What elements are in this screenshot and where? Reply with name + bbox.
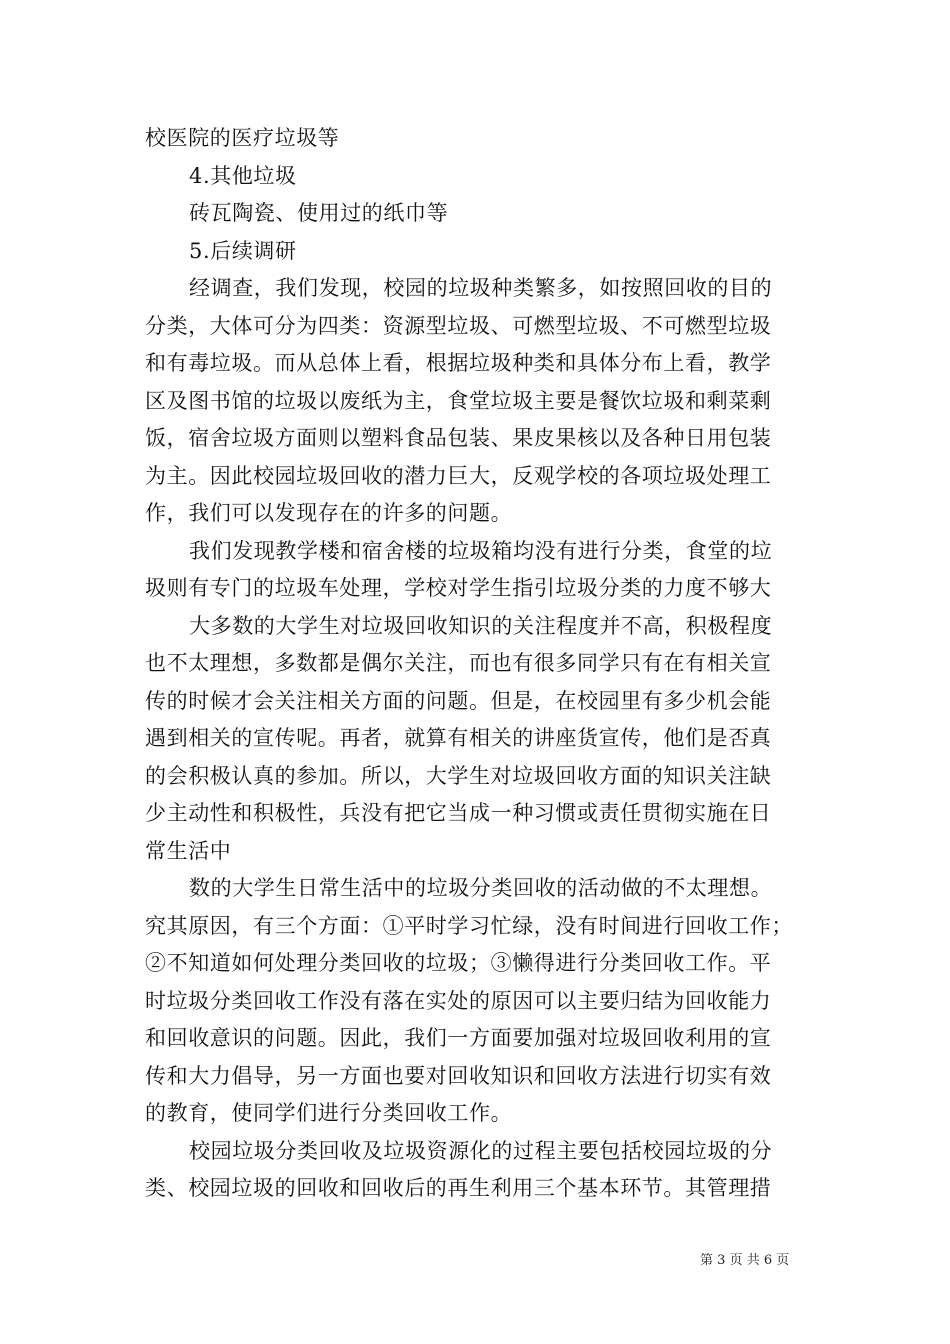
- text-line: 传和大力倡导，另一方面也要对回收知识和回收方法进行切实有效: [145, 1063, 772, 1088]
- text-line: 区及图书馆的垃圾以废纸为主，食堂垃圾主要是餐饮垃圾和剩菜剩: [145, 388, 772, 413]
- text-line: 时垃圾分类回收工作没有落在实处的原因可以主要归结为回收能力: [145, 988, 772, 1013]
- text-line: 究其原因，有三个方面：①平时学习忙绿，没有时间进行回收工作；: [145, 913, 793, 938]
- text-line: 的会积极认真的参加。所以，大学生对垃圾回收方面的知识关注缺: [145, 763, 772, 788]
- text-line: 砖瓦陶瓷、使用过的纸巾等: [189, 201, 449, 225]
- footer-prefix: 第: [700, 1253, 714, 1268]
- text-line: 饭，宿舍垃圾方面则以塑料食品包装、果皮果核以及各种日用包装: [145, 426, 772, 450]
- text-line: 分类，大体可分为四类：资源型垃圾、可燃型垃圾、不可燃型垃圾: [145, 313, 772, 338]
- text-line: 常生活中: [145, 838, 232, 863]
- text-line: 遇到相关的宣传呢。再者，就算有相关的讲座货宣传，他们是否真: [145, 726, 772, 750]
- text-line: 也不太理想，多数都是偶尔关注，而也有很多同学只有在有相关宣: [145, 651, 772, 675]
- text-line: 4.其他垃圾: [189, 163, 297, 188]
- text-line: 大多数的大学生对垃圾回收知识的关注程度并不高，积极程度: [189, 613, 773, 638]
- text-line: 和回收意识的问题。因此，我们一方面要加强对垃圾回收利用的宣: [145, 1026, 772, 1050]
- text-line: 校园垃圾分类回收及垃圾资源化的过程主要包括校园垃圾的分: [189, 1138, 773, 1163]
- footer-middle: 页 共: [729, 1253, 760, 1268]
- text-line: 圾则有专门的垃圾车处理，学校对学生指引垃圾分类的力度不够大: [145, 576, 772, 600]
- document-body: [145, 120, 815, 1208]
- text-line: 少主动性和积极性，兵没有把它当成一种习惯或责任贯彻实施在日: [145, 801, 772, 825]
- text-line: 5.后续调研: [189, 238, 297, 263]
- text-line: ②不知道如何处理分类回收的垃圾；③懒得进行分类回收工作。平: [145, 951, 772, 975]
- text-line: 我们发现教学楼和宿舍楼的垃圾箱均没有进行分类，食堂的垃: [189, 538, 773, 563]
- text-line: 作，我们可以发现存在的许多的问题。: [145, 501, 513, 525]
- text-line: 传的时候才会关注相关方面的问题。但是，在校园里有多少机会能: [145, 688, 772, 713]
- text-line: 类、校园垃圾的回收和回收后的再生利用三个基本环节。其管理措: [145, 1176, 772, 1200]
- text-line: 的教育，使同学们进行分类回收工作。: [145, 1101, 513, 1125]
- text-line: 经调查，我们发现，校园的垃圾种类繁多，如按照回收的目的: [189, 276, 773, 300]
- text-line: 数的大学生日常生活中的垃圾分类回收的活动做的不太理想。: [189, 876, 773, 900]
- text-line: 为主。因此校园垃圾回收的潜力巨大，反观学校的各项垃圾处理工: [145, 463, 772, 488]
- footer-suffix: 页: [776, 1253, 790, 1268]
- current-page-number: 3: [717, 1253, 726, 1268]
- text-line: 和有毒垃圾。而从总体上看，根据垃圾种类和具体分布上看，教学: [145, 351, 772, 375]
- total-pages-number: 6: [763, 1253, 773, 1268]
- text-line: 校医院的医疗垃圾等: [145, 126, 340, 150]
- page-number-footer: [700, 1249, 789, 1268]
